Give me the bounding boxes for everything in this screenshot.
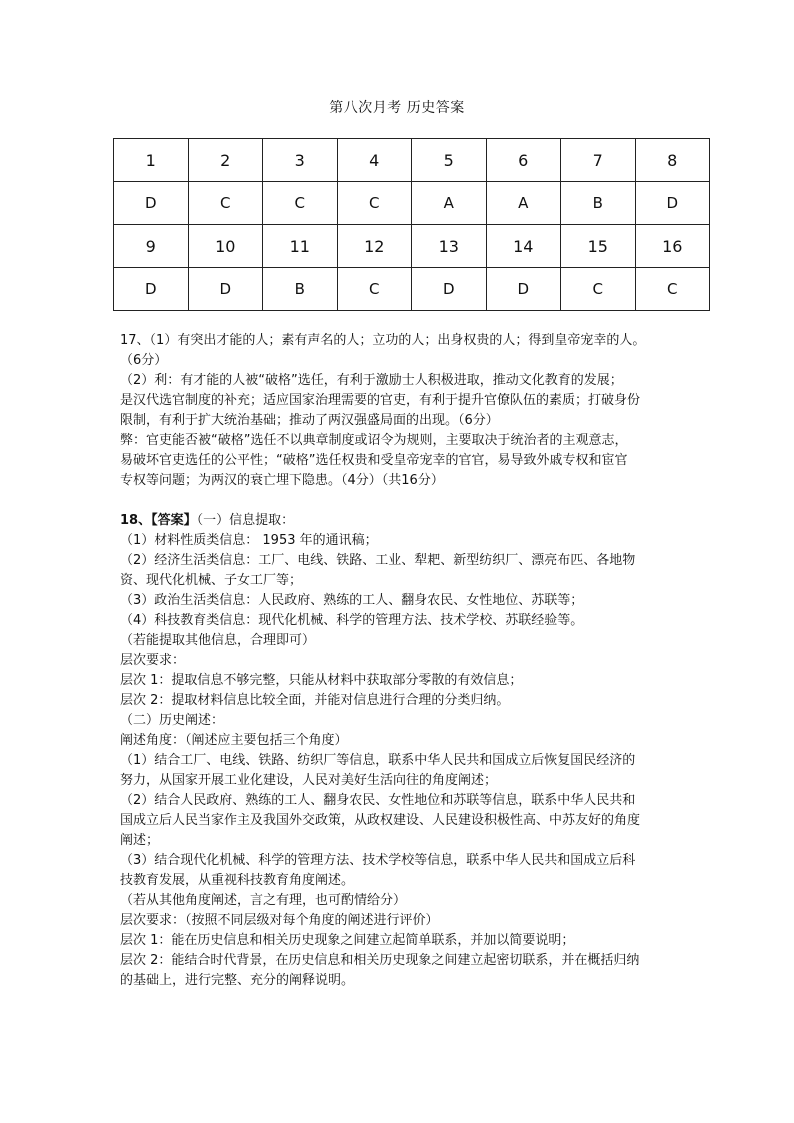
question-number-cell: 14 — [486, 225, 561, 268]
q18-line: （二）历史阐述： — [120, 713, 225, 728]
question-number-cell: 2 — [188, 139, 263, 182]
page-title: 第八次月考 历史答案 — [329, 100, 465, 116]
q17-line: 17、（1）有突出才能的人；素有声名的人；立功的人；出身权贵的人；得到皇帝宠幸的人。 — [120, 333, 646, 348]
answer-cell: C — [188, 182, 263, 225]
answer-cell: A — [412, 182, 487, 225]
question-18 — [120, 511, 682, 991]
q18-number: 18、 — [120, 513, 152, 528]
answer-cell: D — [412, 268, 487, 311]
question-number-row — [114, 139, 710, 182]
q18-line: 层次 2：能结合时代背景，在历史信息和相关历史现象之间建立起密切联系，并在概括归纳 — [120, 953, 640, 968]
q18-line: 阐述； — [120, 833, 160, 848]
q18-line: 资、现代化机械、子女工厂等； — [120, 573, 303, 588]
answer-cell: D — [486, 268, 561, 311]
question-number-cell: 10 — [188, 225, 263, 268]
answer-cell: C — [263, 182, 338, 225]
q17-line: （2）利：有才能的人被“破格”选任，有利于激励士人积极进取，推动文化教育的发展； — [120, 373, 623, 388]
question-number-cell: 13 — [412, 225, 487, 268]
answer-body — [120, 331, 682, 991]
q18-line: 国成立后人民当家作主及我国外交政策，从政权建设、人民建设积极性高、中苏友好的角度 — [120, 813, 641, 828]
q18-line: （4）科技教育类信息：现代化机械、科学的管理方法、技术学校、苏联经验等。 — [120, 613, 584, 628]
answer-cell: D — [188, 268, 263, 311]
question-number-cell: 9 — [114, 225, 189, 268]
question-number-cell: 16 — [635, 225, 710, 268]
answer-cell: C — [337, 268, 412, 311]
question-number-cell: 8 — [635, 139, 710, 182]
question-number-cell: 7 — [561, 139, 636, 182]
q17-line: 弊：官吏能否被“破格”选任不以典章制度或诏令为规则，主要取决于统治者的主观意志， — [120, 433, 628, 448]
q18-line: （2）结合人民政府、熟练的工人、翻身农民、女性地位和苏联等信息，联系中华人民共和 — [120, 793, 636, 808]
answer-cell: D — [114, 182, 189, 225]
question-number-cell: 5 — [412, 139, 487, 182]
answer-row — [114, 182, 710, 225]
question-number-cell: 4 — [337, 139, 412, 182]
answer-cell: B — [561, 182, 636, 225]
q18-line: （2）经济生活类信息：工厂、电线、铁路、工业、犁耙、新型纺织厂、漂亮布匹、各地物 — [120, 553, 636, 568]
q18-line: 层次要求：（按照不同层级对每个角度的阐述进行评价） — [120, 913, 439, 928]
q18-line: 层次要求： — [120, 653, 186, 668]
q18-line: （3）政治生活类信息：人民政府、熟练的工人、翻身农民、女性地位、苏联等； — [120, 593, 584, 608]
answer-row — [114, 268, 710, 311]
q18-line: 技教育发展，从重视科技教育角度阐述。 — [120, 873, 355, 888]
q18-line: 层次 1：提取信息不够完整，只能从材料中获取部分零散的有效信息； — [120, 673, 523, 688]
answer-table — [113, 138, 710, 311]
q18-answer-label: 【答案】 — [151, 513, 197, 528]
q17-line: （6分） — [120, 353, 168, 368]
question-number-cell: 15 — [561, 225, 636, 268]
question-number-cell: 12 — [337, 225, 412, 268]
answer-cell: D — [635, 182, 710, 225]
question-number-cell: 1 — [114, 139, 189, 182]
answer-cell: A — [486, 182, 561, 225]
q17-line: 专权等问题；为两汉的衰亡埋下隐患。（4分）（共16分） — [120, 473, 444, 488]
q18-line: 层次 1：能在历史信息和相关历史现象之间建立起简单联系，并加以简要说明； — [120, 933, 575, 948]
q18-line: 层次 2：提取材料信息比较全面，并能对信息进行合理的分类归纳。 — [120, 693, 510, 708]
q18-line: （若能提取其他信息，合理即可） — [120, 633, 316, 648]
q18-heading-rest: （一）信息提取： — [196, 513, 295, 528]
q18-line: （若从其他角度阐述，言之有理，也可酌情给分） — [120, 893, 407, 908]
q17-line: 易破坏官吏选任的公平性；“破格”选任权贵和受皇帝宠幸的官官，易导致外戚专权和宦官 — [120, 453, 628, 468]
q18-line: 的基础上，进行完整、充分的阐释说明。 — [120, 973, 355, 988]
answer-cell: C — [561, 268, 636, 311]
answer-cell: B — [263, 268, 338, 311]
q17-line: 限制，有利于扩大统治基础；推动了两汉强盛局面的出现。（6分） — [120, 413, 499, 428]
q18-heading — [120, 511, 682, 531]
q18-line: （1）材料性质类信息： 1953 年的通讯稿； — [120, 533, 378, 548]
q18-line: （1）结合工厂、电线、铁路、纺织厂等信息，联系中华人民共和国成立后恢复国民经济的 — [120, 753, 636, 768]
q17-line: 是汉代选官制度的补充；适应国家治理需要的官吏，有利于提升官僚队伍的素质；打破身份 — [120, 393, 641, 408]
question-number-cell: 6 — [486, 139, 561, 182]
answer-cell: C — [635, 268, 710, 311]
q18-line: （3）结合现代化机械、科学的管理方法、技术学校等信息，联系中华人民共和国成立后科 — [120, 853, 636, 868]
q18-line: 努力，从国家开展工业化建设，人民对美好生活向往的角度阐述； — [120, 773, 498, 788]
answer-cell: C — [337, 182, 412, 225]
question-17 — [120, 331, 682, 491]
question-number-cell: 11 — [263, 225, 338, 268]
question-number-cell: 3 — [263, 139, 338, 182]
question-number-row — [114, 225, 710, 268]
answer-cell: D — [114, 268, 189, 311]
q18-line: 阐述角度：（阐述应主要包括三个角度） — [120, 733, 348, 748]
